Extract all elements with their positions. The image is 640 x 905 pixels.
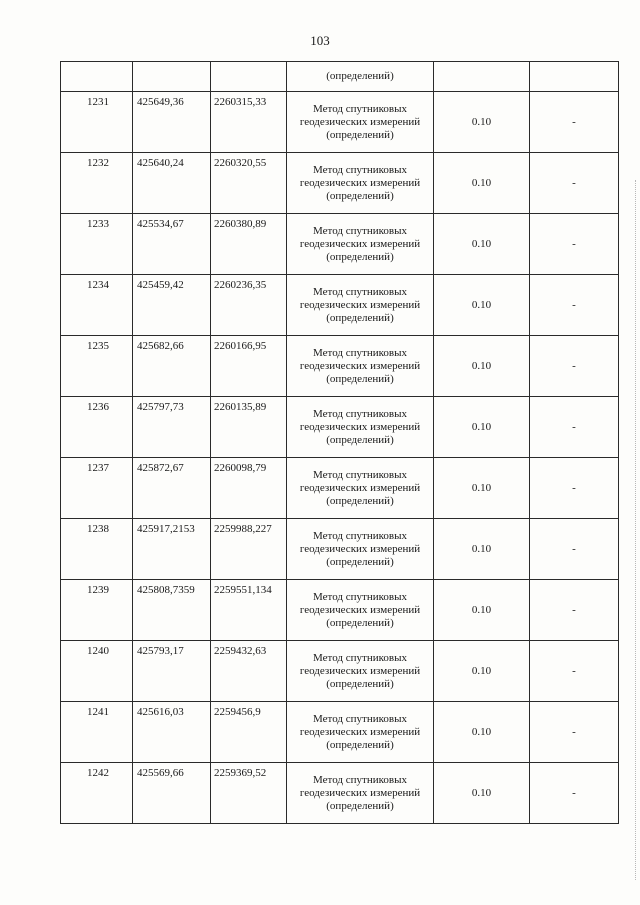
method-line: (определений) <box>326 677 394 690</box>
method-line: геодезических измерений <box>299 359 421 372</box>
method-line: (определений) <box>326 189 394 202</box>
table-row <box>61 92 619 153</box>
table-row <box>61 397 619 458</box>
cell-x: 425797,73 <box>133 397 211 458</box>
page-number: 103 <box>310 33 330 48</box>
method-line: (определений) <box>326 250 394 263</box>
cell-num: 1242 <box>61 763 133 824</box>
cell-note: - <box>530 519 619 580</box>
scan-edge-line <box>634 180 636 880</box>
cell-method <box>287 92 434 153</box>
cell-y <box>211 62 287 92</box>
table-row <box>61 641 619 702</box>
cell-num: 1240 <box>61 641 133 702</box>
cell-num: 1238 <box>61 519 133 580</box>
cell-note: - <box>530 275 619 336</box>
cell-x <box>133 62 211 92</box>
table-row <box>61 519 619 580</box>
cell-method <box>287 214 434 275</box>
cell-y: 2259988,227 <box>211 519 287 580</box>
cell-num: 1232 <box>61 153 133 214</box>
method-line: Метод спутниковых <box>313 346 407 359</box>
cell-accuracy: 0.10 <box>434 519 530 580</box>
cell-method <box>287 397 434 458</box>
cell-x: 425682,66 <box>133 336 211 397</box>
cell-y: 2260315,33 <box>211 92 287 153</box>
method-line: Метод спутниковых <box>313 163 407 176</box>
cell-accuracy: 0.10 <box>434 153 530 214</box>
cell-accuracy: 0.10 <box>434 275 530 336</box>
cell-num: 1237 <box>61 458 133 519</box>
method-line: (определений) <box>326 616 394 629</box>
method-line: Метод спутниковых <box>313 590 407 603</box>
cell-note: - <box>530 702 619 763</box>
cell-num: 1234 <box>61 275 133 336</box>
method-line: Метод спутниковых <box>313 468 407 481</box>
method-line: Метод спутниковых <box>313 529 407 542</box>
method-line: геодезических измерений <box>299 664 421 677</box>
cell-note: - <box>530 397 619 458</box>
method-line: Метод спутниковых <box>313 651 407 664</box>
cell-accuracy: 0.10 <box>434 702 530 763</box>
cell-y: 2260166,95 <box>211 336 287 397</box>
method-line: (определений) <box>326 311 394 324</box>
cell-x: 425459,42 <box>133 275 211 336</box>
table-row <box>61 763 619 824</box>
method-line: геодезических измерений <box>299 176 421 189</box>
cell-method <box>287 153 434 214</box>
cell-method <box>287 519 434 580</box>
cell-y: 2259551,134 <box>211 580 287 641</box>
cell-note: - <box>530 580 619 641</box>
method-line: (определений) <box>326 799 394 812</box>
method-line: Метод спутниковых <box>313 224 407 237</box>
cell-num: 1233 <box>61 214 133 275</box>
cell-method <box>287 458 434 519</box>
cell-num: 1241 <box>61 702 133 763</box>
cell-y: 2260320,55 <box>211 153 287 214</box>
cell-y: 2259456,9 <box>211 702 287 763</box>
cell-note: - <box>530 336 619 397</box>
cell-note: - <box>530 92 619 153</box>
cell-note <box>530 62 619 92</box>
cell-accuracy: 0.10 <box>434 641 530 702</box>
coordinates-table <box>60 61 619 824</box>
method-line: (определений) <box>326 555 394 568</box>
cell-note: - <box>530 763 619 824</box>
cell-accuracy: 0.10 <box>434 397 530 458</box>
cell-num <box>61 62 133 92</box>
cell-num: 1235 <box>61 336 133 397</box>
method-line: геодезических измерений <box>299 237 421 250</box>
cell-x: 425872,67 <box>133 458 211 519</box>
method-line: (определений) <box>326 494 394 507</box>
method-line: геодезических измерений <box>299 298 421 311</box>
table-row <box>61 580 619 641</box>
cell-y: 2260380,89 <box>211 214 287 275</box>
coordinates-table-body <box>61 62 619 824</box>
table-row-continued <box>61 62 619 92</box>
cell-y: 2259432,63 <box>211 641 287 702</box>
method-line: Метод спутниковых <box>313 285 407 298</box>
cell-num: 1236 <box>61 397 133 458</box>
method-line: геодезических измерений <box>299 542 421 555</box>
cell-x: 425649,36 <box>133 92 211 153</box>
table-row <box>61 275 619 336</box>
cell-note: - <box>530 153 619 214</box>
cell-x: 425793,17 <box>133 641 211 702</box>
method-line: Метод спутниковых <box>313 773 407 786</box>
cell-x: 425808,7359 <box>133 580 211 641</box>
cell-y: 2260135,89 <box>211 397 287 458</box>
method-line: геодезических измерений <box>299 115 421 128</box>
cell-accuracy: 0.10 <box>434 458 530 519</box>
method-line: Метод спутниковых <box>313 102 407 115</box>
table-row <box>61 153 619 214</box>
method-line: геодезических измерений <box>299 420 421 433</box>
method-line: геодезических измерений <box>299 481 421 494</box>
cell-num: 1231 <box>61 92 133 153</box>
table-row <box>61 336 619 397</box>
cell-x: 425917,2153 <box>133 519 211 580</box>
cell-x: 425534,67 <box>133 214 211 275</box>
cell-accuracy: 0.10 <box>434 92 530 153</box>
method-line: (определений) <box>326 433 394 446</box>
method-line: геодезических измерений <box>299 786 421 799</box>
cell-num: 1239 <box>61 580 133 641</box>
cell-method <box>287 763 434 824</box>
table-row <box>61 214 619 275</box>
cell-accuracy: 0.10 <box>434 763 530 824</box>
cell-method <box>287 336 434 397</box>
cell-note: - <box>530 214 619 275</box>
method-line: Метод спутниковых <box>313 407 407 420</box>
cell-method: (определений) <box>287 62 434 92</box>
cell-x: 425640,24 <box>133 153 211 214</box>
cell-accuracy: 0.10 <box>434 336 530 397</box>
cell-method <box>287 702 434 763</box>
method-line: геодезических измерений <box>299 603 421 616</box>
cell-method <box>287 275 434 336</box>
cell-note: - <box>530 458 619 519</box>
cell-note: - <box>530 641 619 702</box>
table-row <box>61 702 619 763</box>
cell-method <box>287 580 434 641</box>
method-line: геодезических измерений <box>299 725 421 738</box>
cell-accuracy <box>434 62 530 92</box>
cell-accuracy: 0.10 <box>434 580 530 641</box>
cell-y: 2259369,52 <box>211 763 287 824</box>
method-line: Метод спутниковых <box>313 712 407 725</box>
method-line: (определений) <box>326 128 394 141</box>
cell-x: 425616,03 <box>133 702 211 763</box>
table-row <box>61 458 619 519</box>
cell-y: 2260236,35 <box>211 275 287 336</box>
cell-x: 425569,66 <box>133 763 211 824</box>
method-line: (определений) <box>326 372 394 385</box>
cell-y: 2260098,79 <box>211 458 287 519</box>
cell-accuracy: 0.10 <box>434 214 530 275</box>
method-line: (определений) <box>326 738 394 751</box>
cell-method <box>287 641 434 702</box>
